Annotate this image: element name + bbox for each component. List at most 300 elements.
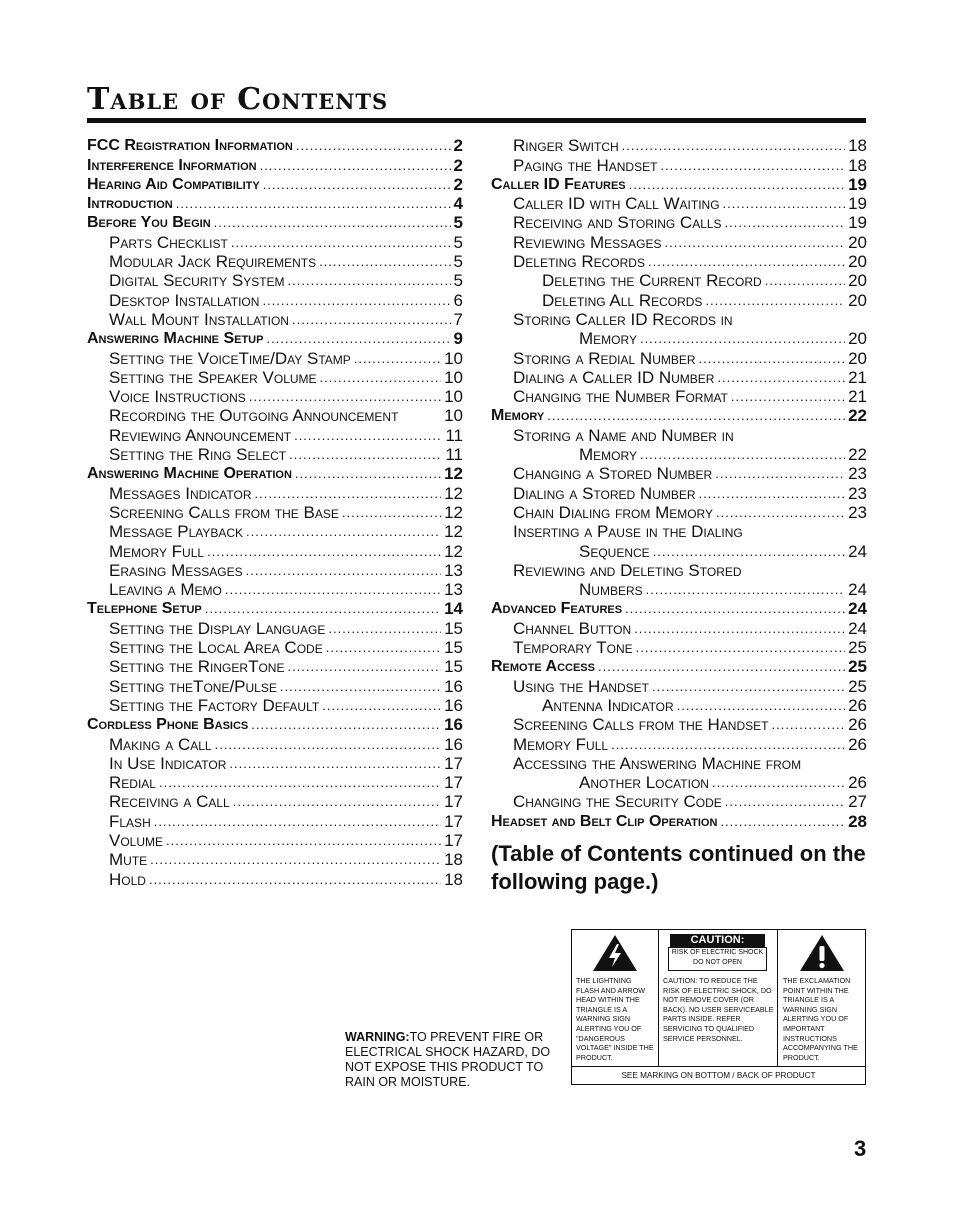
toc-entry xyxy=(491,715,867,734)
toc-entry-title: Advanced Features xyxy=(491,600,623,618)
toc-leader-dots xyxy=(731,387,845,406)
toc-entry xyxy=(87,194,463,213)
toc-entry-title: Deleting the Current Record xyxy=(542,271,762,291)
toc-entry-title: Paging the Handset xyxy=(513,155,658,175)
toc-entry-page: 23 xyxy=(848,483,867,503)
toc-entry-page: 23 xyxy=(848,464,867,484)
toc-leader-dots xyxy=(262,291,450,310)
toc-leader-dots xyxy=(287,657,441,676)
toc-leader-dots xyxy=(342,503,441,522)
toc-entry xyxy=(87,232,463,251)
risk-line1: RISK OF ELECTRIC SHOCK xyxy=(671,949,764,956)
toc-entry xyxy=(87,831,463,850)
toc-entry xyxy=(491,580,867,599)
toc-leader-dots xyxy=(176,194,451,213)
toc-entry-title: Dialing a Stored Number xyxy=(513,483,696,503)
toc-entry-page: 15 xyxy=(444,638,463,658)
toc-leader-dots xyxy=(547,406,845,425)
toc-leader-dots xyxy=(154,812,441,831)
toc-entry-title: Memory Full xyxy=(109,541,205,561)
toc-left-column xyxy=(87,136,463,889)
toc-entry xyxy=(491,194,867,213)
toc-entry-page: 2 xyxy=(453,155,463,175)
toc-entry-title: Recording the Outgoing Announcement xyxy=(109,406,399,426)
toc-entry-title: Setting theTone/Pulse xyxy=(109,676,277,696)
toc-entry xyxy=(491,406,867,425)
toc-entry-page: 9 xyxy=(453,329,463,349)
toc-entry xyxy=(87,348,463,367)
toc-entry xyxy=(87,368,463,387)
toc-entry-page: 26 xyxy=(848,715,867,735)
toc-entry-title: Caller ID with Call Waiting xyxy=(513,194,720,214)
toc-leader-dots xyxy=(207,542,441,561)
toc-entry-page: 5 xyxy=(453,213,463,233)
toc-entry-page: 23 xyxy=(848,502,867,522)
toc-leader-dots xyxy=(289,445,442,464)
toc-entry xyxy=(491,483,867,502)
toc-entry-page: 21 xyxy=(848,387,867,407)
toc-leader-dots xyxy=(328,619,441,638)
toc-leader-dots xyxy=(629,175,845,194)
toc-entry-title: Parts Checklist xyxy=(109,232,228,252)
toc-entry xyxy=(87,425,463,444)
toc-entry-title: Changing a Stored Number xyxy=(513,464,713,484)
toc-entry-title: Numbers xyxy=(579,580,643,600)
toc-leader-dots xyxy=(280,677,441,696)
toc-entry xyxy=(87,657,463,676)
toc-entry-title: Memory xyxy=(579,329,637,349)
toc-entry-page: 7 xyxy=(453,309,463,329)
toc-entry-title: Messages Indicator xyxy=(109,483,252,503)
toc-entry-page: 17 xyxy=(444,792,463,812)
toc-entry-page: 20 xyxy=(848,348,867,368)
toc-leader-dots xyxy=(723,194,846,213)
caution-badge: CAUTION: xyxy=(670,934,765,947)
toc-entry-page: 18 xyxy=(848,155,867,175)
toc-entry-title: Antenna Indicator xyxy=(542,695,674,715)
toc-leader-dots xyxy=(251,715,441,734)
toc-entry-page: 18 xyxy=(848,136,867,156)
toc-entry-title: Erasing Messages xyxy=(109,560,243,580)
toc-entry xyxy=(491,464,867,483)
toc-entry-title: Wall Mount Installation xyxy=(109,309,289,329)
toc-entry xyxy=(87,213,463,232)
toc-entry-page: 16 xyxy=(444,715,463,735)
toc-leader-dots xyxy=(705,291,845,310)
toc-entry-page: 15 xyxy=(444,618,463,638)
toc-leader-dots xyxy=(326,638,441,657)
toc-leader-dots xyxy=(229,754,441,773)
toc-entry-title: Inserting a Pause in the Dialing xyxy=(513,522,743,542)
toc-leader-dots xyxy=(771,715,845,734)
toc-entry xyxy=(491,754,867,773)
continued-note: (Table of Contents continued on the following page.) xyxy=(491,841,866,894)
toc-entry-page: 11 xyxy=(445,445,463,465)
toc-entry-title: Voice Instructions xyxy=(109,387,246,407)
toc-entry-title: Making a Call xyxy=(109,734,212,754)
page-number: 3 xyxy=(854,1136,867,1161)
toc-entry-title: Headset and Belt Clip Operation xyxy=(491,812,718,830)
toc-entry xyxy=(87,483,463,502)
toc-entry-title: Reviewing Announcement xyxy=(109,425,292,445)
toc-entry xyxy=(491,792,867,811)
toc-entry-title: Storing Caller ID Records in xyxy=(513,309,733,329)
toc-entry-page: 19 xyxy=(848,213,867,233)
toc-entry-page: 4 xyxy=(453,194,463,214)
toc-entry-title: Deleting All Records xyxy=(542,290,703,310)
caution-label-box xyxy=(571,929,866,1085)
toc-leader-dots xyxy=(699,349,846,368)
toc-leader-dots xyxy=(322,696,441,715)
toc-leader-dots xyxy=(720,812,845,831)
toc-entry-page: 19 xyxy=(848,194,867,214)
toc-entry xyxy=(491,329,867,348)
lightning-triangle-icon xyxy=(592,934,638,972)
toc-entry xyxy=(491,734,867,753)
caution-footer: SEE MARKING ON BOTTOM / BACK OF PRODUCT xyxy=(572,1066,865,1084)
toc-entry-title: Ringer Switch xyxy=(513,136,619,156)
toc-entry xyxy=(87,773,463,792)
toc-entry-title: Setting the VoiceTime/Day Stamp xyxy=(109,348,351,368)
toc-leader-dots xyxy=(634,619,845,638)
toc-entry-title: Hold xyxy=(109,869,146,889)
toc-entry-title: Remote Access xyxy=(491,658,595,676)
toc-entry xyxy=(87,754,463,773)
toc-entry xyxy=(87,329,463,348)
toc-entry-title: Message Playback xyxy=(109,522,244,542)
toc-entry-page: 5 xyxy=(453,271,463,291)
toc-entry-page: 12 xyxy=(444,464,463,484)
toc-entry xyxy=(87,599,463,618)
toc-entry-page: 20 xyxy=(848,252,867,272)
toc-entry-page: 16 xyxy=(444,734,463,754)
toc-entry-title: In Use Indicator xyxy=(109,753,227,773)
toc-entry-title: Modular Jack Requirements xyxy=(109,252,317,272)
toc-entry xyxy=(87,252,463,271)
toc-leader-dots xyxy=(292,310,451,329)
toc-entry-page: 17 xyxy=(444,753,463,773)
toc-entry xyxy=(87,406,463,425)
toc-entry-title: Memory xyxy=(491,407,545,425)
toc-leader-dots xyxy=(640,445,845,464)
toc-entry-title: Setting the Display Language xyxy=(109,618,326,638)
toc-entry-page: 20 xyxy=(848,290,867,310)
toc-leader-dots xyxy=(646,580,845,599)
toc-entry xyxy=(491,696,867,715)
toc-entry xyxy=(491,271,867,290)
toc-leader-dots xyxy=(653,542,845,561)
toc-entry-page: 19 xyxy=(848,174,867,194)
toc-leader-dots xyxy=(716,503,845,522)
toc-leader-dots xyxy=(319,252,450,271)
toc-entry-title: Receiving a Call xyxy=(109,792,230,812)
toc-entry-title: Setting the Ring Select xyxy=(109,445,287,465)
toc-entry-page: 13 xyxy=(444,560,463,580)
toc-leader-dots xyxy=(677,696,845,715)
toc-entry-title: Leaving a Memo xyxy=(109,580,222,600)
toc-entry-title: Setting the Factory Default xyxy=(109,695,320,715)
toc-entry-page: 24 xyxy=(848,580,867,600)
toc-entry-title: Screening Calls from the Base xyxy=(109,502,339,522)
toc-leader-dots xyxy=(652,677,845,696)
toc-entry-title: Reviewing Messages xyxy=(513,232,662,252)
toc-leader-dots xyxy=(665,233,846,252)
toc-entry-title: Deleting Records xyxy=(513,252,645,272)
toc-entry xyxy=(491,348,867,367)
toc-entry-title: Using the Handset xyxy=(513,676,650,696)
toc-leader-dots xyxy=(699,484,846,503)
toc-entry xyxy=(491,387,867,406)
toc-entry xyxy=(87,175,463,194)
toc-leader-dots xyxy=(296,136,451,155)
toc-entry xyxy=(87,541,463,560)
toc-entry-title: Reviewing and Deleting Stored xyxy=(513,560,742,580)
toc-leader-dots xyxy=(246,561,441,580)
toc-leader-dots xyxy=(622,136,845,155)
toc-leader-dots xyxy=(660,156,845,175)
toc-entry xyxy=(87,464,463,483)
toc-entry-page: 25 xyxy=(848,657,867,677)
toc-entry-page: 27 xyxy=(848,792,867,812)
risk-box xyxy=(668,947,767,971)
toc-leader-dots xyxy=(294,426,442,445)
toc-entry xyxy=(87,503,463,522)
toc-leader-dots xyxy=(765,271,845,290)
toc-leader-dots xyxy=(231,233,451,252)
toc-leader-dots xyxy=(249,387,441,406)
page-title: Table of Contents xyxy=(87,82,389,117)
toc-entry xyxy=(491,503,867,522)
toc-entry-page: 10 xyxy=(444,367,463,387)
toc-entry xyxy=(87,310,463,329)
toc-entry xyxy=(491,232,867,251)
toc-entry-title: Changing the Number Format xyxy=(513,387,728,407)
toc-entry-page: 18 xyxy=(444,850,463,870)
toc-entry xyxy=(87,445,463,464)
toc-leader-dots xyxy=(648,252,845,271)
toc-entry-title: Sequence xyxy=(579,541,650,561)
toc-entry-title: Before You Begin xyxy=(87,214,211,232)
toc-entry xyxy=(87,561,463,580)
toc-entry xyxy=(87,715,463,734)
toc-leader-dots xyxy=(159,773,441,792)
toc-entry-page: 12 xyxy=(444,483,463,503)
toc-entry xyxy=(491,155,867,174)
toc-right-column xyxy=(491,136,867,831)
toc-entry xyxy=(491,175,867,194)
toc-leader-dots xyxy=(640,329,845,348)
toc-entry-title: Interference Information xyxy=(87,156,257,174)
toc-entry-title: Storing a Name and Number in xyxy=(513,425,734,445)
toc-entry-page: 25 xyxy=(848,676,867,696)
toc-entry-page: 26 xyxy=(848,773,867,793)
toc-entry xyxy=(491,310,867,329)
toc-leader-dots xyxy=(725,792,845,811)
toc-entry-title: Redial xyxy=(109,773,156,793)
toc-entry-page: 12 xyxy=(444,522,463,542)
lightning-text: THE LIGHTNING FLASH AND ARROW HEAD WITHIN THE TRIANGLE IS A WARNING SIGN ALERTING YOU OF "DANGEROUS VOLTAGE" INSIDE THE PRODUCT. xyxy=(576,976,654,1062)
toc-entry xyxy=(491,561,867,580)
toc-entry xyxy=(491,599,867,618)
toc-entry-title: Changing the Security Code xyxy=(513,792,722,812)
toc-entry-title: Mute xyxy=(109,850,148,870)
toc-entry xyxy=(87,850,463,869)
toc-entry-title: Accessing the Answering Machine from xyxy=(513,753,802,773)
title-rule xyxy=(87,118,866,123)
toc-entry-page: 16 xyxy=(444,695,463,715)
toc-entry xyxy=(87,734,463,753)
exclamation-text: THE EXCLAMATION POINT WITHIN THE TRIANGLE IS A WARNING SIGN ALERTING YOU OF IMPORTANT INSTRUCTIONS ACCOMPANYING THE PRODUCT. xyxy=(783,976,858,1062)
toc-entry-page: 10 xyxy=(444,387,463,407)
toc-leader-dots xyxy=(266,329,450,348)
toc-entry-page: 20 xyxy=(848,271,867,291)
toc-leader-dots xyxy=(320,368,442,387)
toc-leader-dots xyxy=(166,831,441,850)
toc-entry xyxy=(87,136,463,155)
toc-entry-title: Volume xyxy=(109,830,164,850)
toc-entry-page: 2 xyxy=(453,136,463,156)
toc-leader-dots xyxy=(225,580,441,599)
toc-entry-page: 5 xyxy=(453,232,463,252)
caution-cell xyxy=(659,930,778,1066)
toc-entry xyxy=(491,445,867,464)
toc-entry-page: 5 xyxy=(453,252,463,272)
toc-entry xyxy=(491,522,867,541)
toc-entry xyxy=(87,580,463,599)
toc-leader-dots xyxy=(636,638,845,657)
toc-entry-page: 10 xyxy=(444,348,463,368)
toc-entry-title: Receiving and Storing Calls xyxy=(513,213,722,233)
toc-entry xyxy=(491,213,867,232)
risk-line2: DO NOT OPEN xyxy=(693,959,742,966)
toc-leader-dots xyxy=(246,522,441,541)
toc-entry xyxy=(87,387,463,406)
toc-leader-dots xyxy=(295,464,441,483)
toc-leader-dots xyxy=(625,599,845,618)
warning-notice xyxy=(345,1030,560,1090)
toc-leader-dots xyxy=(214,213,451,232)
toc-entry-title: Chain Dialing from Memory xyxy=(513,502,714,522)
toc-entry-title: Dialing a Caller ID Number xyxy=(513,367,715,387)
toc-leader-dots xyxy=(215,735,441,754)
toc-leader-dots xyxy=(263,175,451,194)
toc-entry-page: 24 xyxy=(848,618,867,638)
toc-entry xyxy=(87,271,463,290)
toc-entry-page: 2 xyxy=(453,174,463,194)
toc-entry-title: Flash xyxy=(109,811,151,831)
toc-entry xyxy=(87,155,463,174)
toc-leader-dots xyxy=(233,792,441,811)
toc-entry-page: 22 xyxy=(848,445,867,465)
toc-entry xyxy=(491,136,867,155)
toc-entry-page: 20 xyxy=(848,329,867,349)
toc-leader-dots xyxy=(260,156,451,175)
toc-entry-page: 15 xyxy=(444,657,463,677)
toc-entry-page: 20 xyxy=(848,232,867,252)
toc-entry xyxy=(87,869,463,888)
toc-entry-title: Answering Machine Setup xyxy=(87,330,264,348)
toc-entry-page: 22 xyxy=(848,406,867,426)
toc-entry-title: Telephone Setup xyxy=(87,600,202,618)
toc-entry xyxy=(87,792,463,811)
toc-entry-page: 13 xyxy=(444,580,463,600)
toc-entry-title: Digital Security System xyxy=(109,271,285,291)
toc-leader-dots xyxy=(715,464,845,483)
toc-entry-title: Desktop Installation xyxy=(109,290,260,310)
toc-leader-dots xyxy=(354,349,441,368)
toc-entry-page: 26 xyxy=(848,734,867,754)
toc-leader-dots xyxy=(150,850,441,869)
toc-entry-page: 28 xyxy=(848,811,867,831)
toc-entry-page: 6 xyxy=(453,290,463,310)
toc-entry-page: 11 xyxy=(445,425,463,445)
toc-entry xyxy=(87,618,463,637)
toc-leader-dots xyxy=(598,657,845,676)
lightning-cell xyxy=(572,930,659,1066)
toc-entry-title: Memory xyxy=(579,445,637,465)
toc-entry-page: 14 xyxy=(444,599,463,619)
toc-entry-title: Introduction xyxy=(87,195,173,213)
toc-entry-page: 17 xyxy=(444,811,463,831)
toc-entry xyxy=(491,638,867,657)
toc-entry xyxy=(491,773,867,792)
toc-entry-title: Hearing Aid Compatibility xyxy=(87,175,260,193)
toc-entry xyxy=(491,252,867,271)
exclamation-cell xyxy=(779,930,865,1066)
toc-entry-page: 24 xyxy=(848,599,867,619)
toc-entry-page: 18 xyxy=(444,869,463,889)
exclamation-triangle-icon xyxy=(799,934,845,972)
toc-entry-title: Setting the Local Area Code xyxy=(109,638,323,658)
toc-entry-title: Setting the Speaker Volume xyxy=(109,367,317,387)
toc-entry-page: 12 xyxy=(444,541,463,561)
toc-entry-title: Memory Full xyxy=(513,734,609,754)
toc-entry xyxy=(87,522,463,541)
warning-text: TO PREVENT FIRE OR ELECTRICAL SHOCK HAZARD, DO NOT EXPOSE THIS PRODUCT TO RAIN OR MOISTURE. xyxy=(345,1030,551,1089)
toc-entry-title: Storing a Redial Number xyxy=(513,348,696,368)
toc-entry-page: 26 xyxy=(848,695,867,715)
toc-leader-dots xyxy=(712,773,845,792)
toc-entry-title: Channel Button xyxy=(513,618,632,638)
toc-entry-page: 24 xyxy=(848,541,867,561)
toc-entry-page: 12 xyxy=(444,502,463,522)
toc-leader-dots xyxy=(611,735,845,754)
caution-center-text: CAUTION: TO REDUCE THE RISK OF ELECTRIC SHOCK, DO NOT REMOVE COVER (OR BACK). NO USER SERVICEABLE PARTS INSIDE. REFER SERVICING TO QUALIFIED SERVICE PERSONNEL. xyxy=(663,976,774,1043)
toc-entry-title: FCC Registration Information xyxy=(87,137,293,155)
toc-entry xyxy=(491,290,867,309)
toc-entry-title: Another Location xyxy=(579,773,709,793)
toc-entry xyxy=(87,811,463,830)
toc-entry xyxy=(491,657,867,676)
toc-entry-title: Cordless Phone Basics xyxy=(87,716,249,734)
toc-leader-dots xyxy=(205,599,441,618)
toc-entry-title: Caller ID Features xyxy=(491,175,626,193)
toc-entry xyxy=(491,541,867,560)
toc-entry-page: 21 xyxy=(848,367,867,387)
toc-entry xyxy=(87,696,463,715)
toc-leader-dots xyxy=(717,368,845,387)
toc-entry xyxy=(87,638,463,657)
toc-entry-title: Screening Calls from the Handset xyxy=(513,715,769,735)
toc-entry xyxy=(491,676,867,695)
toc-entry-page: 10 xyxy=(444,406,463,426)
toc-entry xyxy=(491,425,867,444)
toc-entry-title: Setting the RingerTone xyxy=(109,657,285,677)
toc-entry xyxy=(491,368,867,387)
toc-entry xyxy=(87,676,463,695)
toc-entry xyxy=(87,290,463,309)
warning-label: WARNING: xyxy=(345,1030,410,1044)
